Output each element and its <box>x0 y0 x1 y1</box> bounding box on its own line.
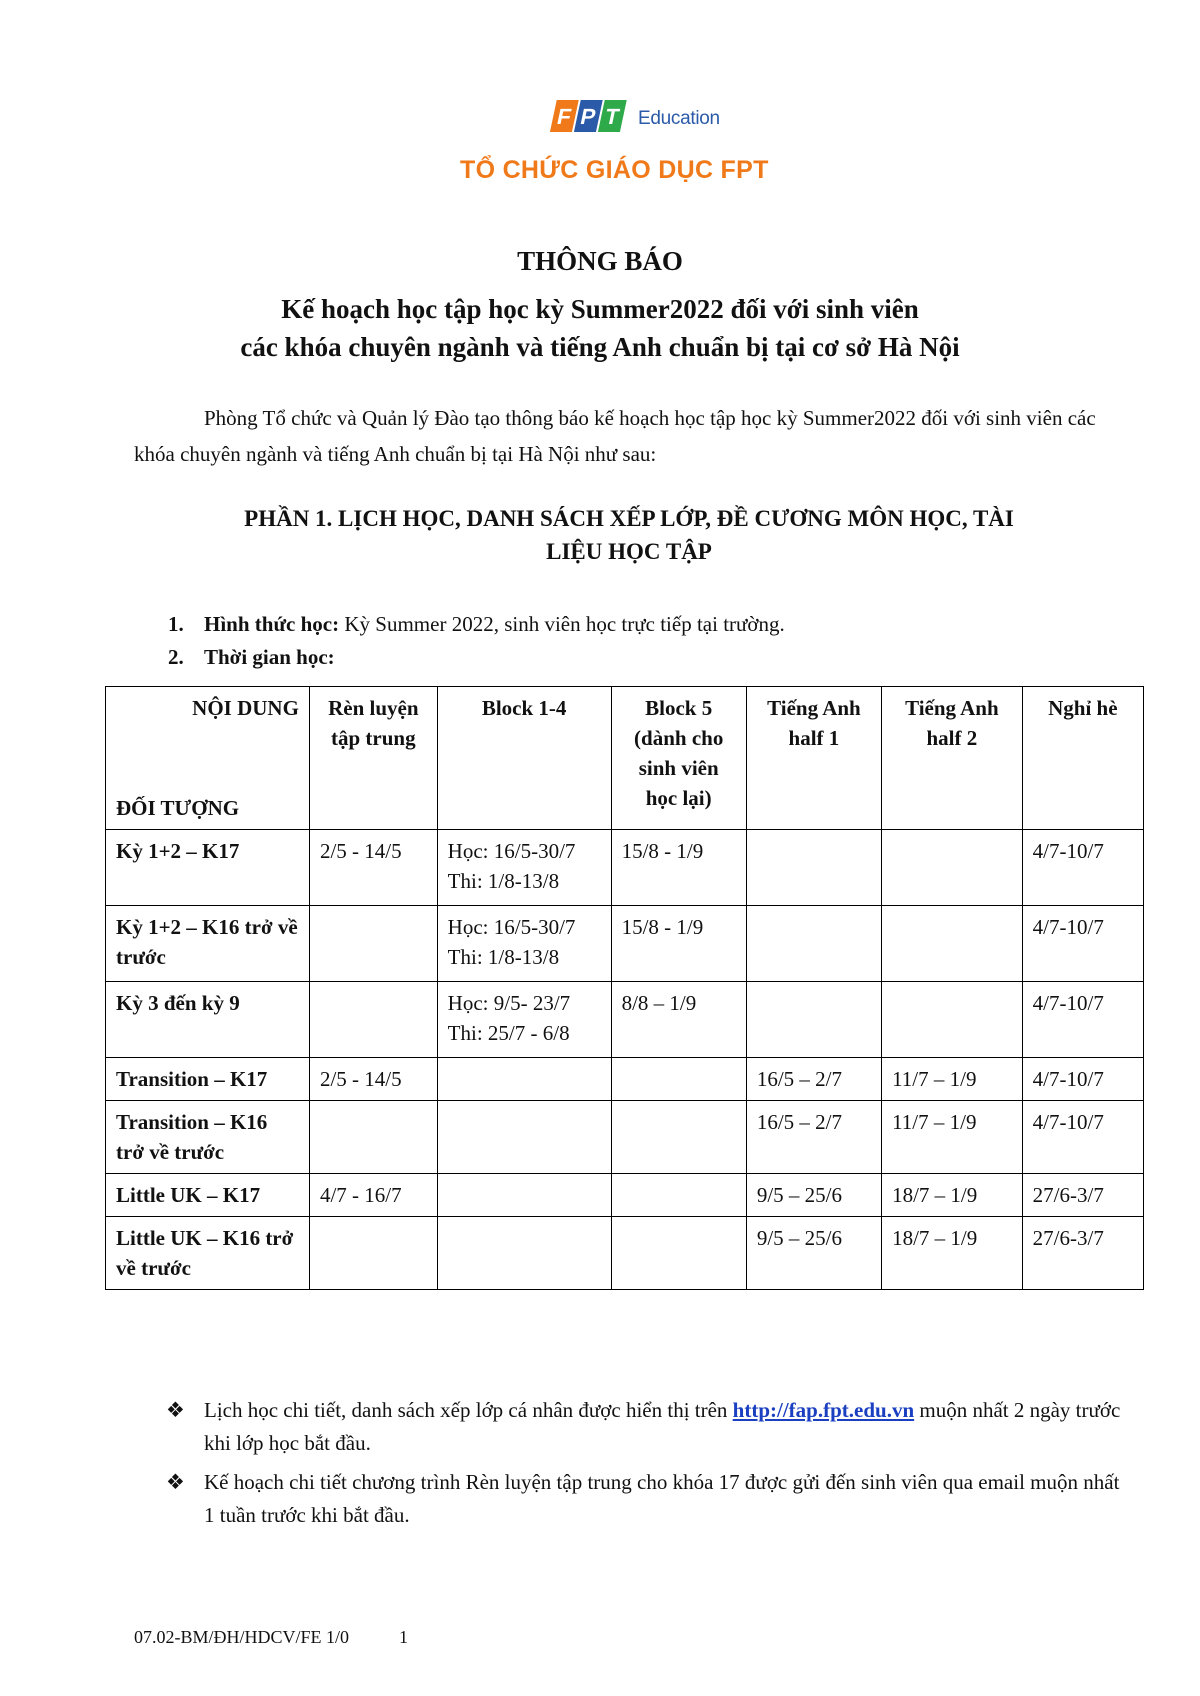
diamond-bullet-icon: ❖ <box>166 1398 185 1422</box>
table-cell <box>746 1217 881 1290</box>
table-cell <box>309 1058 437 1101</box>
table-cell <box>1022 1058 1143 1101</box>
item-text: Kỳ Summer 2022, sinh viên học trực tiếp tại trường. <box>339 612 785 636</box>
cell-value: 4/7-10/7 <box>1032 1110 1104 1134</box>
table-cell <box>437 1058 611 1101</box>
bullet-text: Lịch học chi tiết, danh sách xếp lớp cá nhân được hiển thị trên <box>204 1398 733 1422</box>
item-label: Hình thức học: <box>204 612 340 636</box>
table-cell <box>882 1217 1023 1290</box>
row-target-label: Kỳ 1+2 – K16 trở về trước <box>106 906 310 982</box>
table-cell <box>1022 906 1143 982</box>
table-cell <box>437 982 611 1058</box>
table-cell <box>746 1174 881 1217</box>
table-cell <box>746 982 881 1058</box>
table-corner-cell <box>106 687 310 830</box>
table-cell <box>746 906 881 982</box>
table-cell <box>611 982 746 1058</box>
fpt-education-logo <box>460 94 798 184</box>
row-target-label: Kỳ 3 đến kỳ 9 <box>106 982 310 1058</box>
bullet-note-training <box>168 1466 1128 1532</box>
table-row <box>106 982 1144 1058</box>
corner-content-label: NỘI DUNG <box>192 696 299 720</box>
cell-value: 27/6-3/7 <box>1032 1183 1104 1207</box>
table-cell <box>1022 1217 1143 1290</box>
diamond-bullet-icon: ❖ <box>166 1470 185 1494</box>
table-row <box>106 830 1144 906</box>
cell-value: 8/8 – 1/9 <box>621 991 697 1015</box>
cell-value: 18/7 – 1/9 <box>892 1226 978 1250</box>
cell-value: 18/7 – 1/9 <box>892 1183 978 1207</box>
cell-value: 9/5 – 25/6 <box>756 1183 842 1207</box>
page-footer <box>134 1627 408 1648</box>
item-number: 2. <box>168 645 184 669</box>
cell-exam-value: Thi: 1/8-13/8 <box>447 945 560 969</box>
part1-heading-line1: PHẦN 1. LỊCH HỌC, DANH SÁCH XẾP LỚP, ĐỀ CƯƠNG MÔN HỌC, TÀI <box>244 506 1014 531</box>
table-cell <box>611 1174 746 1217</box>
cell-value: 2/5 - 14/5 <box>319 1067 402 1091</box>
logo-tile-t: T <box>602 104 622 129</box>
row-target-label: Little UK – K16 trở về trước <box>106 1217 310 1290</box>
table-cell <box>611 1058 746 1101</box>
table-cell <box>882 1101 1023 1174</box>
column-header: Nghỉ hè <box>1022 687 1143 830</box>
row-target-label: Kỳ 1+2 – K17 <box>106 830 310 906</box>
table-cell <box>611 1217 746 1290</box>
form-code: 07.02-BM/ĐH/HDCV/FE 1/0 <box>134 1627 350 1647</box>
table-cell <box>437 1217 611 1290</box>
list-item-study-time <box>168 645 335 670</box>
cell-value: 11/7 – 1/9 <box>892 1110 977 1134</box>
cell-value: 15/8 - 1/9 <box>621 839 704 863</box>
logo-org-name: TỔ CHỨC GIÁO DỤC FPT <box>460 156 769 184</box>
column-header: Block 5 (dành cho sinh viên học lại) <box>611 687 746 830</box>
table-cell <box>882 1174 1023 1217</box>
cell-value: 16/5 – 2/7 <box>756 1067 842 1091</box>
row-target-label: Transition – K17 <box>106 1058 310 1101</box>
bullet-text: muộn nhất 2 ngày trước khi lớp học bắt đầu. <box>204 1398 1121 1455</box>
table-cell <box>309 982 437 1058</box>
notice-subtitle-line1: Kế hoạch học tập học kỳ Summer2022 đối với sinh viên <box>281 294 919 324</box>
table-cell <box>1022 1174 1143 1217</box>
cell-value: Học: 16/5-30/7 <box>447 915 576 939</box>
cell-exam-value: Thi: 1/8-13/8 <box>447 869 560 893</box>
column-header: Block 1-4 <box>437 687 611 830</box>
fpt-logo-tiles <box>548 94 630 140</box>
part1-heading <box>134 502 1124 568</box>
row-target-label: Little UK – K17 <box>106 1174 310 1217</box>
cell-value: 11/7 – 1/9 <box>892 1067 977 1091</box>
table-cell <box>882 906 1023 982</box>
row-target-label: Transition – K16 trở về trước <box>106 1101 310 1174</box>
item-label: Thời gian học: <box>204 645 335 669</box>
table-cell <box>1022 830 1143 906</box>
schedule-table <box>105 686 1144 1290</box>
cell-value: 15/8 - 1/9 <box>621 915 704 939</box>
cell-value: 9/5 – 25/6 <box>756 1226 842 1250</box>
cell-value: 4/7 - 16/7 <box>319 1183 402 1207</box>
table-cell <box>1022 982 1143 1058</box>
table-cell <box>746 830 881 906</box>
notice-title: THÔNG BÁO <box>517 246 683 276</box>
table-cell <box>437 906 611 982</box>
intro-text: Phòng Tổ chức và Quản lý Đào tạo thông báo kế hoạch học tập học kỳ Summer2022 đối với sinh viên các khóa chuyên ngành và tiếng Anh chuẩn bị tại Hà Nội như sau: <box>134 406 1096 466</box>
logo-education-text: Education <box>638 108 720 129</box>
table-cell <box>309 1217 437 1290</box>
cell-value: 4/7-10/7 <box>1032 991 1104 1015</box>
table-header-row <box>106 687 1144 830</box>
table-cell <box>1022 1101 1143 1174</box>
bullet-text: Kế hoạch chi tiết chương trình Rèn luyện tập trung cho khóa 17 được gửi đến sinh viên qua email muộn nhất 1 tuần trước khi bắt đầu. <box>204 1470 1120 1527</box>
cell-exam-value: Thi: 25/7 - 6/8 <box>447 1021 570 1045</box>
table-cell <box>437 1101 611 1174</box>
column-header: Tiếng Anh half 1 <box>746 687 881 830</box>
page-number: 1 <box>399 1627 409 1647</box>
intro-paragraph <box>134 400 1124 472</box>
table-row <box>106 1101 1144 1174</box>
table-cell <box>309 1101 437 1174</box>
table-cell <box>437 1174 611 1217</box>
table-cell <box>309 1174 437 1217</box>
notice-subtitle-line2: các khóa chuyên ngành và tiếng Anh chuẩn bị tại cơ sở Hà Nội <box>240 332 960 362</box>
table-cell <box>746 1101 881 1174</box>
table-row <box>106 1217 1144 1290</box>
cell-value: Học: 16/5-30/7 <box>447 839 576 863</box>
table-row <box>106 906 1144 982</box>
cell-value: 4/7-10/7 <box>1032 915 1104 939</box>
table-cell <box>611 1101 746 1174</box>
logo-tile-f: F <box>554 104 574 129</box>
logo-tile-p: P <box>578 104 599 129</box>
table-cell <box>611 830 746 906</box>
table-cell <box>309 906 437 982</box>
table-cell <box>437 830 611 906</box>
table-row <box>106 1058 1144 1101</box>
fap-portal-link[interactable]: http://fap.fpt.edu.vn <box>732 1398 915 1422</box>
cell-value: Học: 9/5- 23/7 <box>447 991 571 1015</box>
cell-value: 16/5 – 2/7 <box>756 1110 842 1134</box>
part1-heading-line2: LIỆU HỌC TẬP <box>546 539 712 564</box>
column-header: Tiếng Anh half 2 <box>882 687 1023 830</box>
bullet-note-schedule <box>168 1394 1128 1460</box>
table-cell <box>611 906 746 982</box>
cell-value: 4/7-10/7 <box>1032 1067 1104 1091</box>
list-item-study-form <box>168 612 785 637</box>
item-number: 1. <box>168 612 184 636</box>
cell-value: 4/7-10/7 <box>1032 839 1104 863</box>
corner-target-label: ĐỐI TƯỢNG <box>116 796 240 820</box>
table-cell <box>882 1058 1023 1101</box>
cell-value: 2/5 - 14/5 <box>319 839 402 863</box>
table-row <box>106 1174 1144 1217</box>
column-header: Rèn luyện tập trung <box>309 687 437 830</box>
table-cell <box>882 830 1023 906</box>
table-cell <box>882 982 1023 1058</box>
table-cell <box>746 1058 881 1101</box>
cell-value: 27/6-3/7 <box>1032 1226 1104 1250</box>
table-cell <box>309 830 437 906</box>
